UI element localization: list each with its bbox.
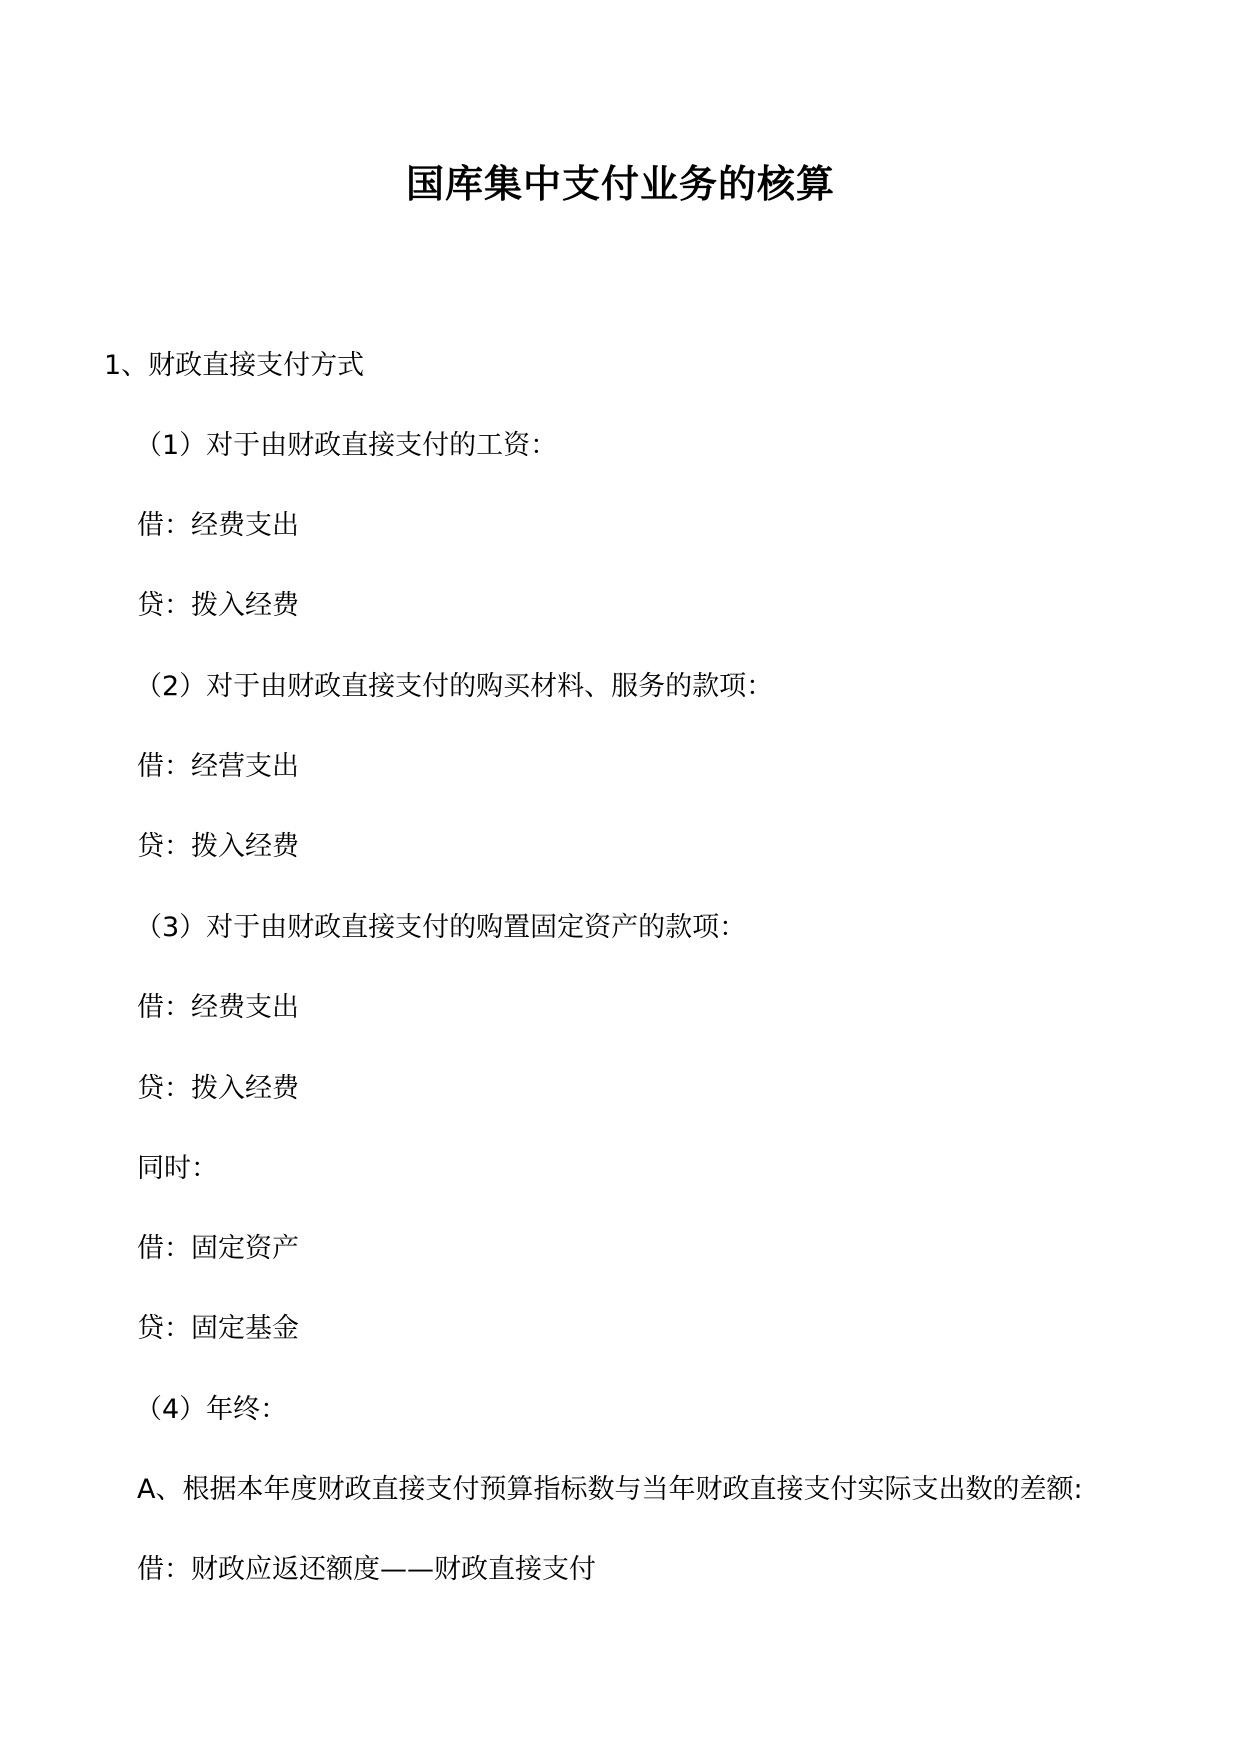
- credit-entry: 贷：固定基金: [137, 1313, 299, 1344]
- credit-entry: 贷：拨入经费: [137, 1073, 299, 1104]
- debit-entry: 借：经营支出: [137, 751, 299, 782]
- section-heading: 1、财政直接支付方式: [104, 350, 365, 381]
- paragraph-text: 同时：: [137, 1153, 218, 1184]
- document-title: 国库集中支付业务的核算: [405, 162, 835, 206]
- subsection-heading: （3）对于由财政直接支付的购置固定资产的款项：: [135, 912, 747, 943]
- debit-entry: 借：经费支出: [137, 992, 299, 1023]
- credit-entry: 贷：拨入经费: [137, 831, 299, 862]
- subsection-heading: （4）年终：: [135, 1394, 288, 1425]
- debit-entry: 借：财政应返还额度——财政直接支付: [137, 1554, 596, 1585]
- paragraph-text: A、根据本年度财政直接支付预算指标数与当年财政直接支付实际支出数的差额:: [137, 1474, 1083, 1505]
- credit-entry: 贷：拨入经费: [137, 590, 299, 621]
- debit-entry: 借：经费支出: [137, 510, 299, 541]
- subsection-heading: （2）对于由财政直接支付的购买材料、服务的款项：: [135, 671, 774, 702]
- subsection-heading: （1）对于由财政直接支付的工资：: [135, 430, 558, 461]
- debit-entry: 借：固定资产: [137, 1233, 299, 1264]
